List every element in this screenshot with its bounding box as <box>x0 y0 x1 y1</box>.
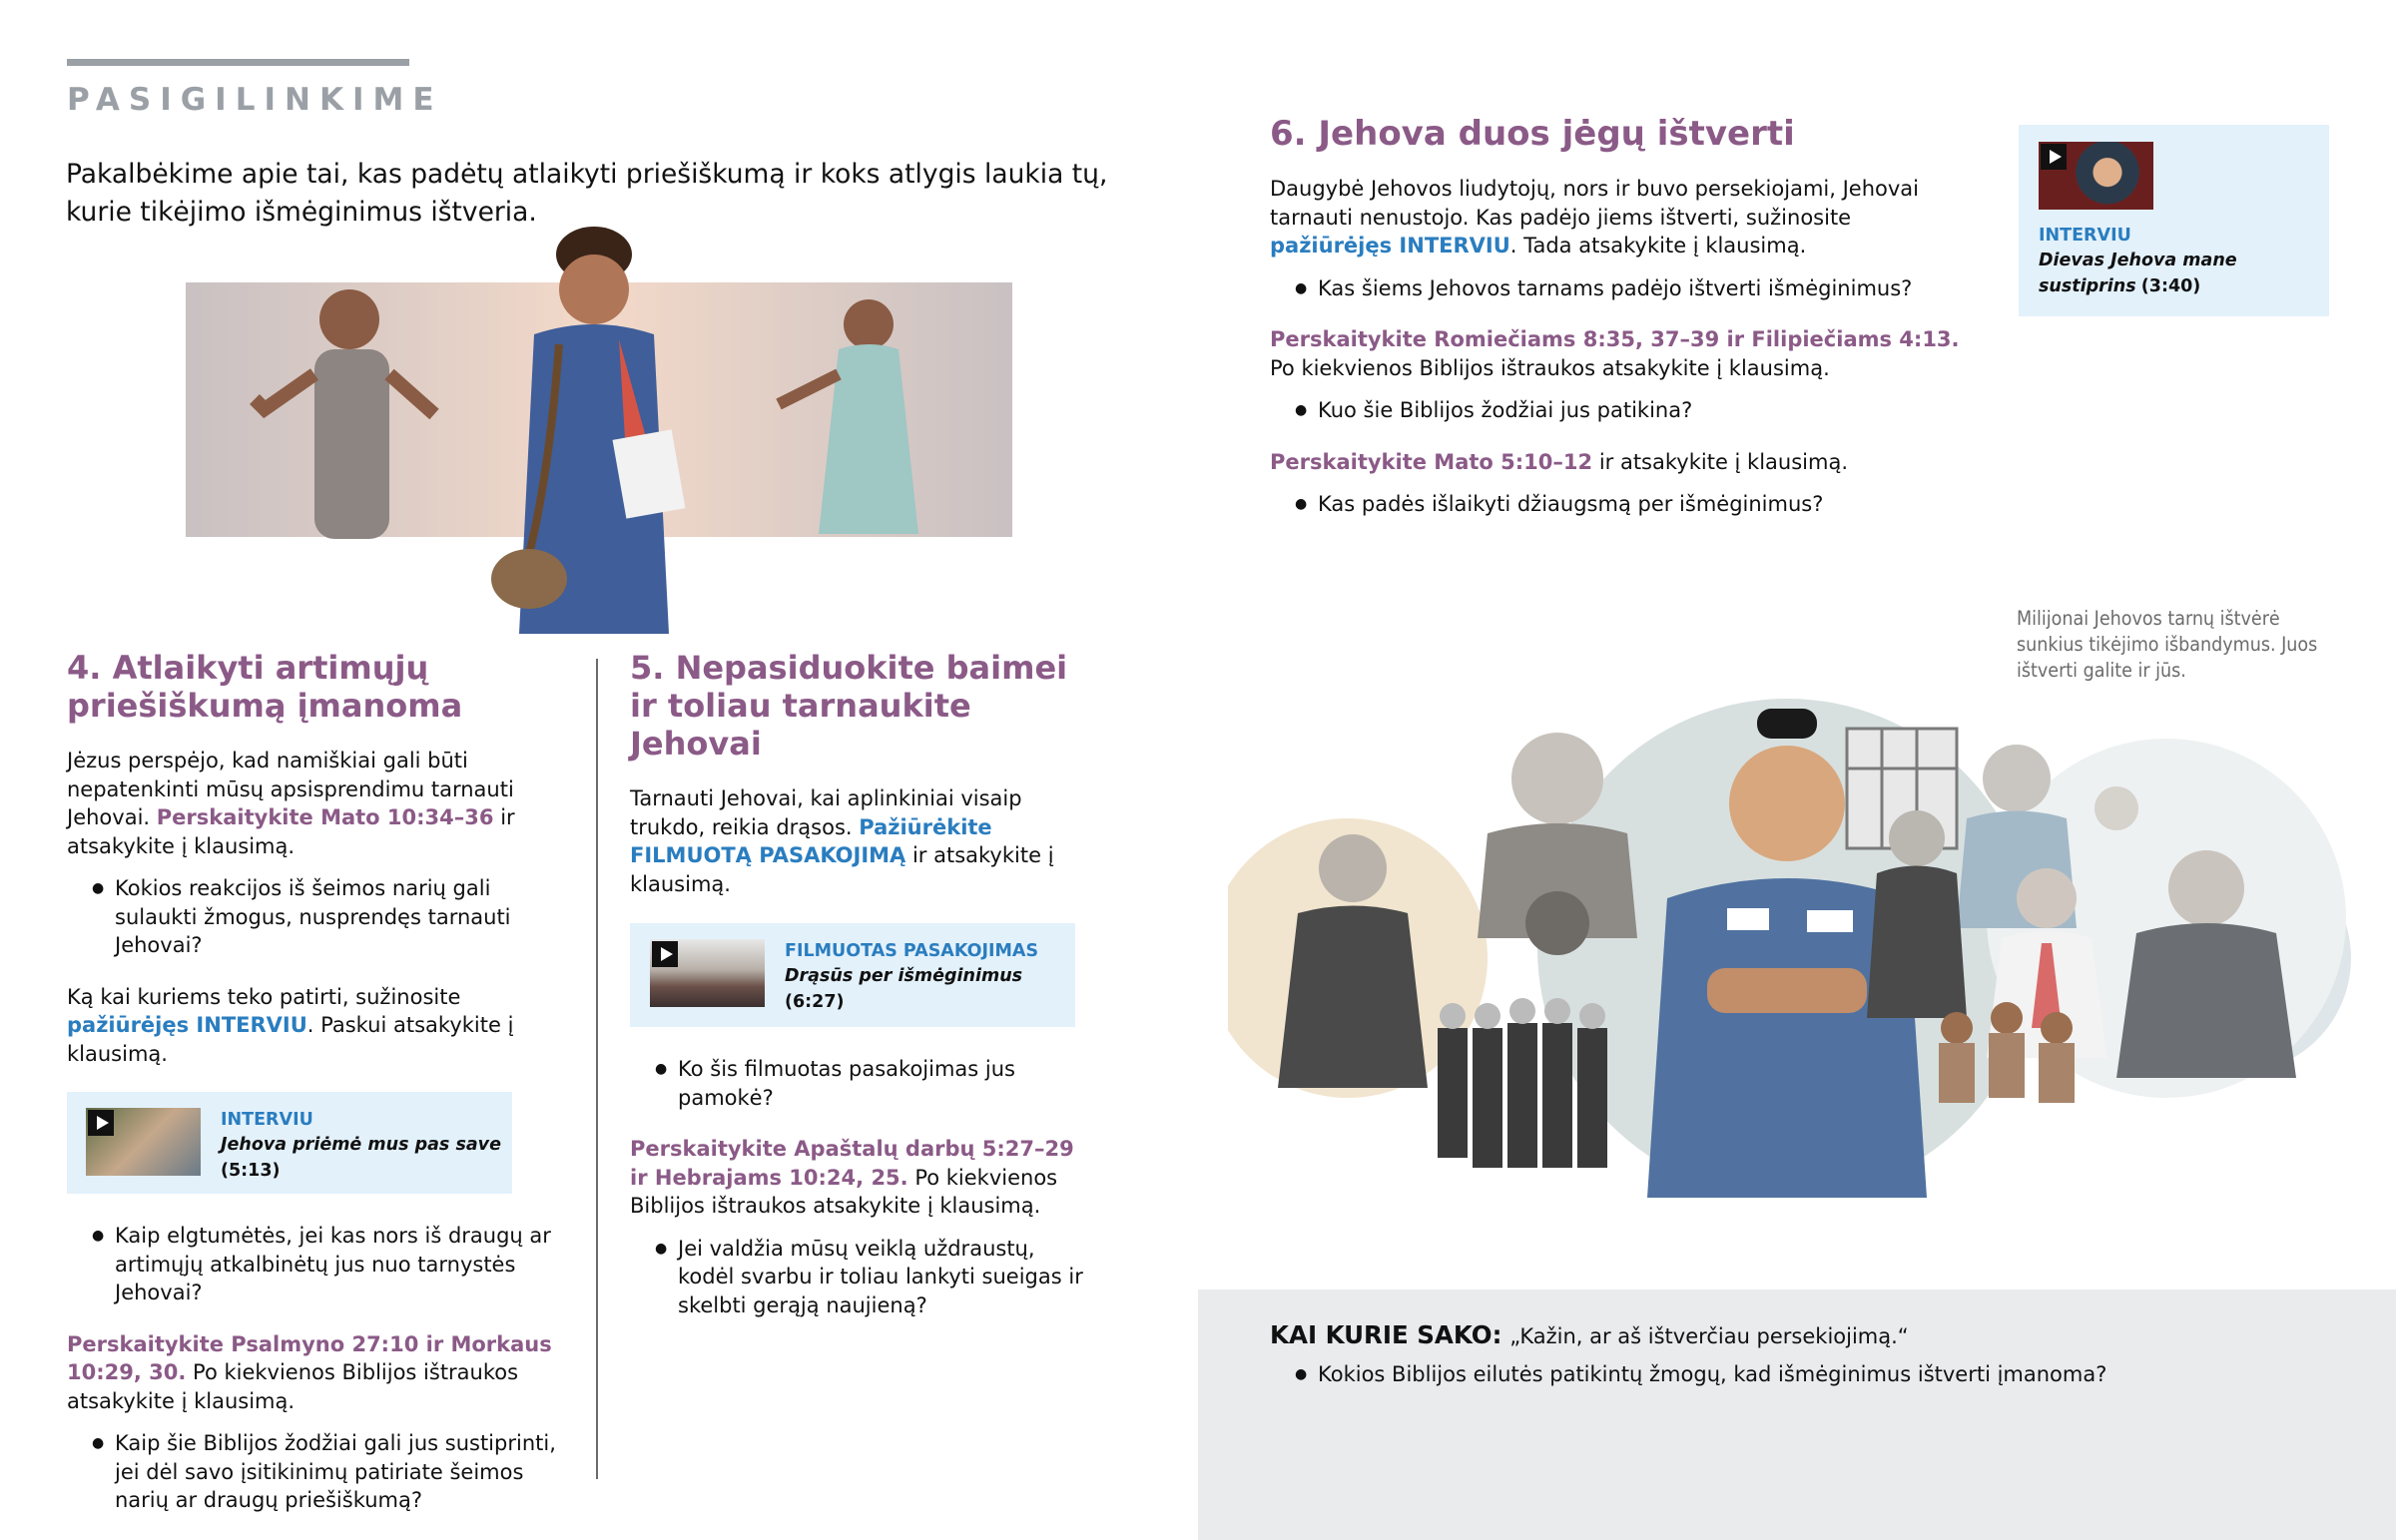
some-say-label: KAI KURIE SAKO: <box>1270 1320 1502 1349</box>
video-thumbnail <box>650 939 765 1007</box>
video-thumbnail <box>86 1108 201 1176</box>
some-say-quote: „Kažin, ar aš ištverčiau persekiojimą.“ <box>1509 1324 1909 1348</box>
interview-link[interactable]: pažiūrėjęs INTERVIU <box>1270 234 1510 257</box>
video-card-interview-2[interactable]: INTERVIU Dievas Jehova mane sustiprins (3:40) <box>2019 125 2329 316</box>
section-6-paragraph-1: Daugybė Jehovos liudytojų, nors ir buvo persekiojami, Jehovai tarnauti nenustojo. Kas padėjo jiems ištverti, sužinosite pažiūrėjęs INTERVIU. Tada atsakykite į klausimą. <box>1270 177 1919 257</box>
bible-reference[interactable]: Perskaitykite Psalmyno 27:10 ir Morkaus 10:29, 30. <box>67 1331 552 1384</box>
question-bullet: ● Ko šis filmuotas pasakojimas jus pamokė? <box>630 1055 1089 1112</box>
column-divider <box>596 659 598 1479</box>
section-6-title: 6. Jehova duos jėgų ištverti <box>1270 114 1795 154</box>
section-6 <box>1270 115 1969 519</box>
history-collage-illustration <box>1228 699 2356 1218</box>
bible-reference[interactable]: Perskaitykite Apaštalų darbų 5:27–29 ir Hebrajams 10:24, 25. <box>630 1137 1074 1190</box>
section-5 <box>630 649 1089 1319</box>
video-link[interactable]: Pažiūrėkite FILMUOTĄ PASAKOJIMĄ <box>630 814 992 867</box>
section-4-paragraph-3: Perskaitykite Psalmyno 27:10 ir Morkaus 10:29, 30. Po kiekvienos Biblijos ištraukos atsakykite į klausimą. <box>67 1331 552 1413</box>
hero-illustration <box>150 225 1038 634</box>
section-6-paragraph-2: Perskaitykite Romiečiams 8:35, 37–39 ir Filipiečiams 4:13. Po kiekvienos Biblijos ištraukos atsakykite į klausimą. <box>1270 327 1960 380</box>
question-bullet: ● Kas šiems Jehovos tarnams padėjo ištverti išmėginimus? <box>1270 274 1969 303</box>
illustration-caption: Milijonai Jehovos tarnų ištvėrė sunkius tikėjimo išbandymus. Juos ištverti galite ir jūs. <box>2017 607 2318 682</box>
play-icon[interactable] <box>2041 144 2067 170</box>
section-4 <box>67 649 561 1515</box>
eyebrow-rule <box>67 59 409 66</box>
bible-reference[interactable]: Perskaitykite Mato 10:34–36 <box>156 805 494 829</box>
section-eyebrow: PASIGILINKIME <box>67 82 443 118</box>
bible-reference[interactable]: Perskaitykite Romiečiams 8:35, 37–39 ir Filipiečiams 4:13. <box>1270 327 1960 351</box>
section-4-paragraph-1: Jėzus perspėjo, kad namiškiai gali būti nepatenkinti mūsų apsisprendimu tarnauti Jehovai. Perskaitykite Mato 10:34–36 ir atsakykite į klausimą. <box>67 749 515 858</box>
question-bullet: ● Kaip šie Biblijos žodžiai gali jus sustiprinti, jei dėl savo įsitikinimų patiriate šeimos narių ar draugų priešiškumą? <box>67 1429 561 1515</box>
section-5-paragraph-1: Tarnauti Jehovai, kai aplinkiniai visaip trukdo, reikia drąsos. Pažiūrėkite FILMUOTĄ PASAKOJIMĄ ir atsakykite į klausimą. <box>630 786 1054 896</box>
play-icon[interactable] <box>88 1110 114 1136</box>
video-card-interview[interactable]: INTERVIU Jehova priėmė mus pas save (5:13) <box>67 1092 512 1194</box>
interview-link[interactable]: pažiūrėjęs INTERVIU <box>67 1013 307 1037</box>
play-icon[interactable] <box>652 941 678 967</box>
section-5-paragraph-2: Perskaitykite Apaštalų darbų 5:27–29 ir Hebrajams 10:24, 25. Po kiekvienos Biblijos ištraukos atsakykite į klausimą. <box>630 1137 1074 1218</box>
intro-text: Pakalbėkime apie tai, kas padėtų atlaikyti priešiškumą ir koks atlygis laukia tų, kurie tikėjimo išmėginimus ištveria. <box>66 159 1108 228</box>
section-4-paragraph-2: Ką kai kuriems teko patirti, sužinosite pažiūrėjęs INTERVIU. Paskui atsakykite į klausimą. <box>67 984 514 1066</box>
question-bullet: ● Kokios Biblijos eilutės patikintų žmogų, kad išmėginimus ištverti įmanoma? <box>1270 1360 2368 1389</box>
video-card-story[interactable]: FILMUOTAS PASAKOJIMAS Drąsūs per išmėginimus (6:27) <box>630 923 1075 1027</box>
some-say-content <box>1270 1317 2368 1389</box>
section-6-paragraph-3: Perskaitykite Mato 5:10–12 ir atsakykite į klausimą. <box>1270 449 1848 474</box>
section-5-title: 5. Nepasiduokite baimei ir toliau tarnaukite Jehovai <box>630 649 1068 763</box>
question-bullet: ● Kuo šie Biblijos žodžiai jus patikina? <box>1270 396 1969 425</box>
question-bullet: ● Jei valdžia mūsų veiklą uždraustų, kodėl svarbu ir toliau lankyti sueigas ir skelbti gerąją naujieną? <box>630 1235 1089 1320</box>
question-bullet: ● Kas padės išlaikyti džiaugsmą per išmėginimus? <box>1270 490 1969 519</box>
section-4-title: 4. Atlaikyti artimųjų priešiškumą įmanoma <box>67 649 463 725</box>
bible-reference[interactable]: Perskaitykite Mato 5:10–12 <box>1270 449 1593 474</box>
question-bullet: ● Kaip elgtumėtės, jei kas nors iš draugų ar artimųjų atkalbinėtų jus nuo tarnystės Jehovai? <box>67 1222 561 1307</box>
question-bullet: ● Kokios reakcijos iš šeimos narių gali sulaukti žmogus, nusprendęs tarnauti Jehovai? <box>67 874 561 960</box>
video-thumbnail <box>2039 142 2153 210</box>
